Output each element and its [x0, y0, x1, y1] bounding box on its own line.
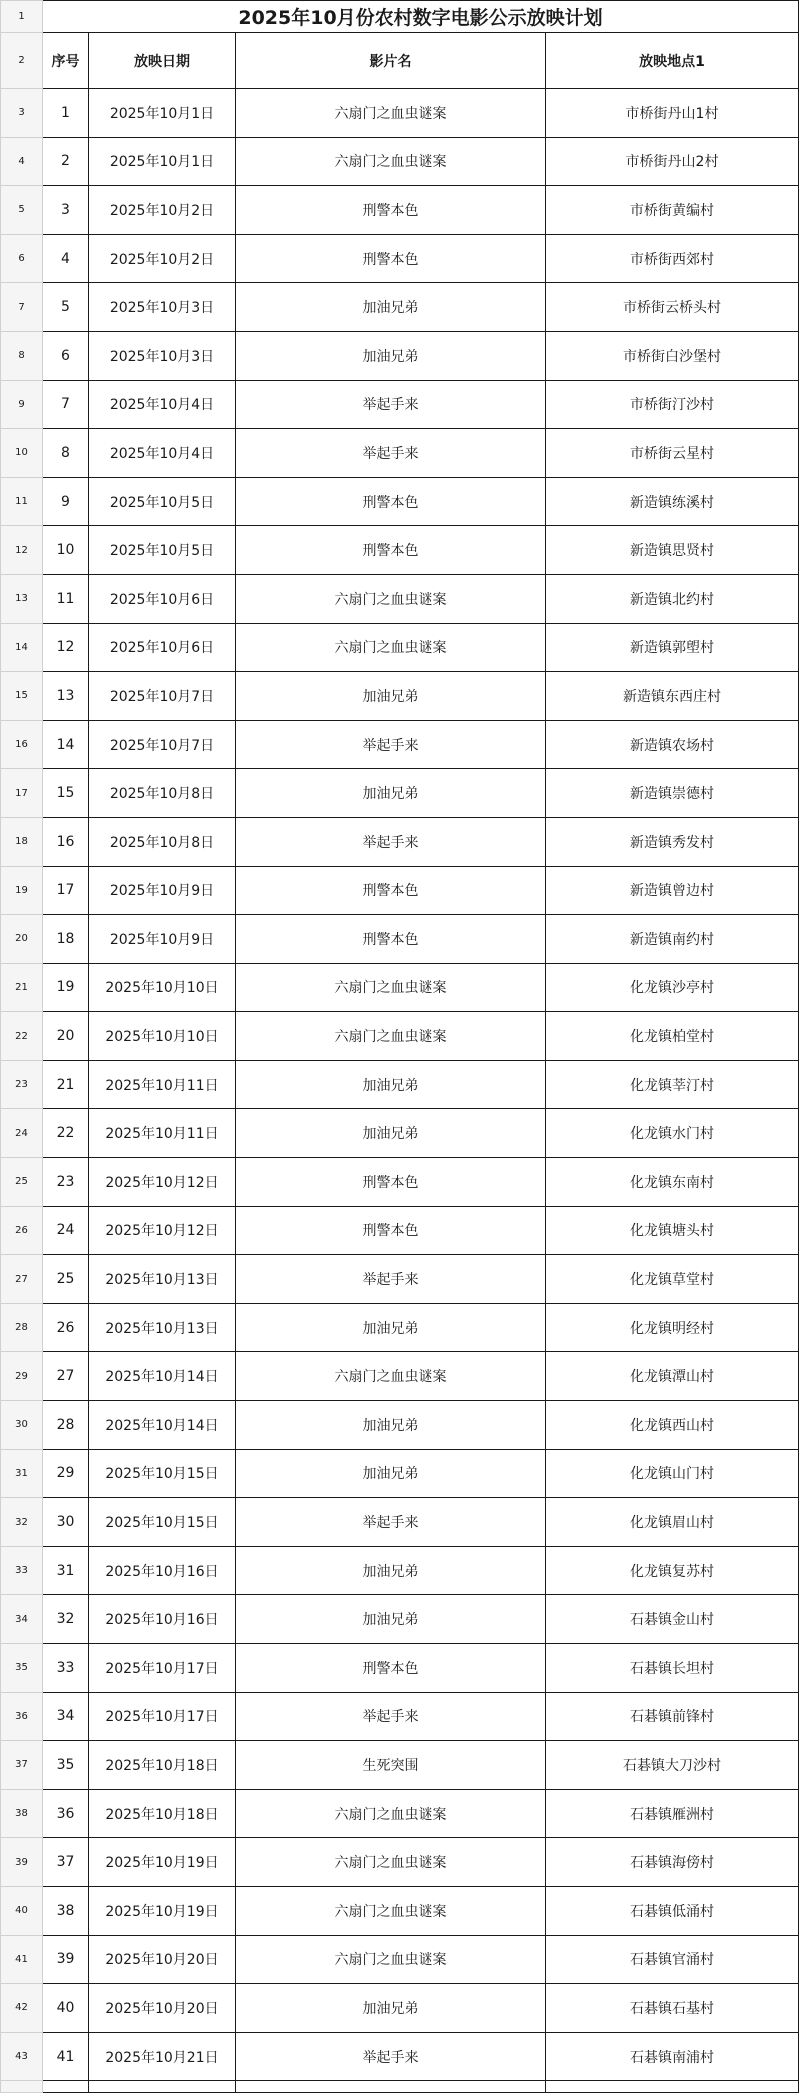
cell-date[interactable]: 2025年10月7日 — [89, 720, 236, 769]
cell-place[interactable]: 化龙镇柏堂村 — [546, 1012, 799, 1061]
row-number[interactable]: 7 — [1, 283, 43, 332]
cell-film[interactable]: 刑警本色 — [236, 1644, 546, 1693]
row-number[interactable]: 22 — [1, 1012, 43, 1061]
cell-date[interactable]: 2025年10月20日 — [89, 1935, 236, 1984]
empty-cell[interactable] — [546, 2081, 799, 2093]
cell-film[interactable]: 六扇门之血虫谜案 — [236, 1838, 546, 1887]
cell-date[interactable]: 2025年10月9日 — [89, 866, 236, 915]
cell-date[interactable]: 2025年10月17日 — [89, 1692, 236, 1741]
table-row — [1, 1449, 800, 1498]
cell-film[interactable]: 刑警本色 — [236, 234, 546, 283]
cell-no[interactable]: 22 — [43, 1109, 89, 1158]
table-row — [1, 1255, 800, 1304]
cell-place[interactable]: 石碁镇大刀沙村 — [546, 1741, 799, 1790]
cell-film[interactable]: 刑警本色 — [236, 1158, 546, 1207]
cell-place[interactable]: 新造镇思贤村 — [546, 526, 799, 575]
cell-date[interactable]: 2025年10月18日 — [89, 1741, 236, 1790]
table-row — [1, 331, 800, 380]
row-number[interactable]: 14 — [1, 623, 43, 672]
cell-place[interactable]: 石碁镇低涌村 — [546, 1886, 799, 1935]
cell-film[interactable]: 刑警本色 — [236, 477, 546, 526]
cell-date[interactable]: 2025年10月6日 — [89, 623, 236, 672]
cell-no[interactable]: 34 — [43, 1692, 89, 1741]
cell-date[interactable]: 2025年10月18日 — [89, 1789, 236, 1838]
cell-film[interactable]: 举起手来 — [236, 1255, 546, 1304]
row-number[interactable]: 2 — [1, 33, 43, 89]
cell-place[interactable]: 市桥街丹山1村 — [546, 89, 799, 138]
table-row — [1, 1303, 800, 1352]
table-row — [1, 1498, 800, 1547]
table-row — [1, 623, 800, 672]
table-row — [1, 672, 800, 721]
cell-no[interactable]: 17 — [43, 866, 89, 915]
cell-date[interactable]: 2025年10月15日 — [89, 1498, 236, 1547]
cell-film[interactable]: 生死突围 — [236, 1741, 546, 1790]
cell-date[interactable]: 2025年10月20日 — [89, 1984, 236, 2033]
row-number[interactable]: 42 — [1, 1984, 43, 2033]
cell-place[interactable]: 石碁镇金山村 — [546, 1595, 799, 1644]
cell-film[interactable]: 举起手来 — [236, 2032, 546, 2081]
cell-date[interactable]: 2025年10月13日 — [89, 1255, 236, 1304]
row-number[interactable]: 16 — [1, 720, 43, 769]
cell-date[interactable]: 2025年10月14日 — [89, 1401, 236, 1450]
cell-date[interactable]: 2025年10月2日 — [89, 234, 236, 283]
cell-film[interactable]: 刑警本色 — [236, 526, 546, 575]
table-row — [1, 429, 800, 478]
row-number[interactable]: 31 — [1, 1449, 43, 1498]
cell-place[interactable]: 市桥街西郊村 — [546, 234, 799, 283]
cell-place[interactable]: 石碁镇石基村 — [546, 1984, 799, 2033]
row-number[interactable]: 20 — [1, 915, 43, 964]
cell-no[interactable]: 7 — [43, 380, 89, 429]
empty-cell[interactable] — [43, 2081, 89, 2093]
cell-date[interactable]: 2025年10月17日 — [89, 1644, 236, 1693]
row-number[interactable]: 30 — [1, 1401, 43, 1450]
sheet-body — [1, 1, 800, 2093]
table-row — [1, 1789, 800, 1838]
cell-date[interactable]: 2025年10月21日 — [89, 2032, 236, 2081]
cell-place[interactable]: 新造镇南约村 — [546, 915, 799, 964]
cell-place[interactable]: 新造镇曾边村 — [546, 866, 799, 915]
cell-date[interactable]: 2025年10月1日 — [89, 137, 236, 186]
cell-date[interactable]: 2025年10月4日 — [89, 429, 236, 478]
cell-place[interactable]: 新造镇崇德村 — [546, 769, 799, 818]
row-number[interactable]: 1 — [1, 1, 43, 33]
cell-place[interactable]: 化龙镇眉山村 — [546, 1498, 799, 1547]
cell-film[interactable]: 加油兄弟 — [236, 672, 546, 721]
table-row — [1, 963, 800, 1012]
partial-row — [1, 2081, 800, 2093]
cell-no[interactable]: 27 — [43, 1352, 89, 1401]
cell-no[interactable]: 26 — [43, 1303, 89, 1352]
row-number[interactable]: 17 — [1, 769, 43, 818]
cell-film[interactable]: 刑警本色 — [236, 186, 546, 235]
cell-film[interactable]: 加油兄弟 — [236, 283, 546, 332]
cell-date[interactable]: 2025年10月11日 — [89, 1109, 236, 1158]
cell-date[interactable]: 2025年10月19日 — [89, 1838, 236, 1887]
cell-film[interactable]: 六扇门之血虫谜案 — [236, 623, 546, 672]
title-row — [1, 1, 800, 33]
cell-date[interactable]: 2025年10月14日 — [89, 1352, 236, 1401]
cell-film[interactable]: 举起手来 — [236, 429, 546, 478]
table-row — [1, 1012, 800, 1061]
row-number[interactable]: 8 — [1, 331, 43, 380]
cell-date[interactable]: 2025年10月16日 — [89, 1595, 236, 1644]
cell-date[interactable]: 2025年10月10日 — [89, 963, 236, 1012]
cell-film[interactable]: 六扇门之血虫谜案 — [236, 1789, 546, 1838]
cell-no[interactable]: 36 — [43, 1789, 89, 1838]
cell-date[interactable]: 2025年10月8日 — [89, 769, 236, 818]
cell-film[interactable]: 加油兄弟 — [236, 331, 546, 380]
cell-date[interactable]: 2025年10月19日 — [89, 1886, 236, 1935]
table-row — [1, 1060, 800, 1109]
cell-place[interactable]: 石碁镇雁洲村 — [546, 1789, 799, 1838]
cell-film[interactable]: 六扇门之血虫谜案 — [236, 1012, 546, 1061]
row-number[interactable]: 9 — [1, 380, 43, 429]
table-row — [1, 1158, 800, 1207]
row-number[interactable]: 24 — [1, 1109, 43, 1158]
cell-date[interactable]: 2025年10月15日 — [89, 1449, 236, 1498]
row-number[interactable]: 12 — [1, 526, 43, 575]
cell-date[interactable]: 2025年10月6日 — [89, 574, 236, 623]
cell-no[interactable]: 10 — [43, 526, 89, 575]
cell-film[interactable]: 举起手来 — [236, 817, 546, 866]
table-row — [1, 817, 800, 866]
cell-place[interactable]: 化龙镇莘汀村 — [546, 1060, 799, 1109]
row-number[interactable]: 3 — [1, 89, 43, 138]
cell-film[interactable]: 刑警本色 — [236, 1206, 546, 1255]
cell-no[interactable]: 8 — [43, 429, 89, 478]
cell-film[interactable]: 刑警本色 — [236, 866, 546, 915]
table-row — [1, 380, 800, 429]
cell-film[interactable]: 加油兄弟 — [236, 1303, 546, 1352]
row-number[interactable]: 6 — [1, 234, 43, 283]
cell-date[interactable]: 2025年10月4日 — [89, 380, 236, 429]
cell-no[interactable]: 1 — [43, 89, 89, 138]
row-number[interactable]: 27 — [1, 1255, 43, 1304]
table-row — [1, 2032, 800, 2081]
table-row — [1, 1692, 800, 1741]
row-number[interactable]: 4 — [1, 137, 43, 186]
row-number[interactable]: 10 — [1, 429, 43, 478]
cell-date[interactable]: 2025年10月10日 — [89, 1012, 236, 1061]
cell-no[interactable]: 25 — [43, 1255, 89, 1304]
cell-date[interactable]: 2025年10月9日 — [89, 915, 236, 964]
cell-date[interactable]: 2025年10月5日 — [89, 477, 236, 526]
cell-no[interactable]: 24 — [43, 1206, 89, 1255]
row-number[interactable]: 32 — [1, 1498, 43, 1547]
cell-film[interactable]: 举起手来 — [236, 380, 546, 429]
table-row — [1, 1546, 800, 1595]
table-row — [1, 1935, 800, 1984]
cell-place[interactable]: 石碁镇长坦村 — [546, 1644, 799, 1693]
cell-no[interactable]: 40 — [43, 1984, 89, 2033]
row-number[interactable]: 43 — [1, 2032, 43, 2081]
cell-place[interactable]: 新造镇秀发村 — [546, 817, 799, 866]
header-date[interactable]: 放映日期 — [89, 33, 236, 89]
cell-film[interactable]: 加油兄弟 — [236, 1595, 546, 1644]
row-number[interactable]: 28 — [1, 1303, 43, 1352]
cell-film[interactable]: 六扇门之血虫谜案 — [236, 1352, 546, 1401]
cell-film[interactable]: 加油兄弟 — [236, 1060, 546, 1109]
empty-cell[interactable] — [236, 2081, 546, 2093]
cell-place[interactable]: 化龙镇山门村 — [546, 1449, 799, 1498]
table-row — [1, 234, 800, 283]
cell-no[interactable]: 9 — [43, 477, 89, 526]
row-number[interactable]: 36 — [1, 1692, 43, 1741]
row-number[interactable]: 35 — [1, 1644, 43, 1693]
table-row — [1, 1644, 800, 1693]
cell-date[interactable]: 2025年10月5日 — [89, 526, 236, 575]
cell-place[interactable]: 石碁镇海傍村 — [546, 1838, 799, 1887]
cell-date[interactable]: 2025年10月8日 — [89, 817, 236, 866]
cell-no[interactable]: 16 — [43, 817, 89, 866]
cell-film[interactable]: 加油兄弟 — [236, 1401, 546, 1450]
row-number[interactable]: 40 — [1, 1886, 43, 1935]
cell-place[interactable]: 新造镇郭塱村 — [546, 623, 799, 672]
table-row — [1, 89, 800, 138]
row-number[interactable]: 18 — [1, 817, 43, 866]
cell-no[interactable]: 29 — [43, 1449, 89, 1498]
cell-no[interactable]: 23 — [43, 1158, 89, 1207]
cell-no[interactable]: 4 — [43, 234, 89, 283]
cell-date[interactable]: 2025年10月11日 — [89, 1060, 236, 1109]
cell-no[interactable]: 20 — [43, 1012, 89, 1061]
header-row — [1, 33, 800, 89]
cell-place[interactable]: 市桥街云桥头村 — [546, 283, 799, 332]
cell-date[interactable]: 2025年10月2日 — [89, 186, 236, 235]
header-no[interactable]: 序号 — [43, 33, 89, 89]
cell-no[interactable]: 38 — [43, 1886, 89, 1935]
row-number[interactable]: 33 — [1, 1546, 43, 1595]
cell-no[interactable]: 21 — [43, 1060, 89, 1109]
cell-place[interactable]: 化龙镇塘头村 — [546, 1206, 799, 1255]
cell-no[interactable]: 18 — [43, 915, 89, 964]
cell-film[interactable]: 六扇门之血虫谜案 — [236, 963, 546, 1012]
cell-film[interactable]: 举起手来 — [236, 1692, 546, 1741]
cell-no[interactable]: 2 — [43, 137, 89, 186]
cell-place[interactable]: 石碁镇前锋村 — [546, 1692, 799, 1741]
row-number[interactable]: 34 — [1, 1595, 43, 1644]
cell-no[interactable]: 37 — [43, 1838, 89, 1887]
cell-date[interactable]: 2025年10月13日 — [89, 1303, 236, 1352]
cell-place[interactable]: 市桥街丹山2村 — [546, 137, 799, 186]
cell-film[interactable]: 举起手来 — [236, 720, 546, 769]
cell-place[interactable]: 化龙镇潭山村 — [546, 1352, 799, 1401]
cell-no[interactable]: 12 — [43, 623, 89, 672]
empty-cell[interactable] — [89, 2081, 236, 2093]
cell-date[interactable]: 2025年10月16日 — [89, 1546, 236, 1595]
row-number[interactable]: 5 — [1, 186, 43, 235]
cell-no[interactable]: 13 — [43, 672, 89, 721]
table-row — [1, 137, 800, 186]
table-row — [1, 283, 800, 332]
table-row — [1, 1595, 800, 1644]
row-number[interactable]: 19 — [1, 866, 43, 915]
cell-film[interactable]: 六扇门之血虫谜案 — [236, 137, 546, 186]
cell-date[interactable]: 2025年10月3日 — [89, 283, 236, 332]
cell-no[interactable]: 30 — [43, 1498, 89, 1547]
cell-date[interactable]: 2025年10月7日 — [89, 672, 236, 721]
table-row — [1, 1886, 800, 1935]
cell-film[interactable]: 刑警本色 — [236, 915, 546, 964]
cell-place[interactable]: 新造镇东西庄村 — [546, 672, 799, 721]
table-row — [1, 186, 800, 235]
cell-no[interactable]: 33 — [43, 1644, 89, 1693]
table-row — [1, 1838, 800, 1887]
cell-place[interactable]: 石碁镇南浦村 — [546, 2032, 799, 2081]
header-place[interactable]: 放映地点1 — [546, 33, 799, 89]
cell-no[interactable]: 28 — [43, 1401, 89, 1450]
cell-no[interactable]: 41 — [43, 2032, 89, 2081]
row-number[interactable] — [1, 2081, 43, 2093]
cell-film[interactable]: 六扇门之血虫谜案 — [236, 574, 546, 623]
row-number[interactable]: 11 — [1, 477, 43, 526]
table-row — [1, 1206, 800, 1255]
cell-film[interactable]: 加油兄弟 — [236, 769, 546, 818]
table-row — [1, 1984, 800, 2033]
cell-place[interactable]: 市桥街汀沙村 — [546, 380, 799, 429]
cell-no[interactable]: 11 — [43, 574, 89, 623]
cell-no[interactable]: 14 — [43, 720, 89, 769]
cell-place[interactable]: 化龙镇水门村 — [546, 1109, 799, 1158]
cell-place[interactable]: 新造镇练溪村 — [546, 477, 799, 526]
header-film[interactable]: 影片名 — [236, 33, 546, 89]
cell-place[interactable]: 化龙镇沙亭村 — [546, 963, 799, 1012]
table-row — [1, 866, 800, 915]
cell-place[interactable]: 化龙镇西山村 — [546, 1401, 799, 1450]
table-row — [1, 477, 800, 526]
table-row — [1, 526, 800, 575]
cell-date[interactable]: 2025年10月12日 — [89, 1206, 236, 1255]
cell-film[interactable]: 加油兄弟 — [236, 1109, 546, 1158]
cell-place[interactable]: 新造镇农场村 — [546, 720, 799, 769]
table-row — [1, 720, 800, 769]
cell-film[interactable]: 六扇门之血虫谜案 — [236, 1886, 546, 1935]
row-number[interactable]: 26 — [1, 1206, 43, 1255]
cell-film[interactable]: 举起手来 — [236, 1498, 546, 1547]
cell-film[interactable]: 加油兄弟 — [236, 1984, 546, 2033]
cell-place[interactable]: 化龙镇复苏村 — [546, 1546, 799, 1595]
cell-date[interactable]: 2025年10月1日 — [89, 89, 236, 138]
cell-no[interactable]: 31 — [43, 1546, 89, 1595]
row-number[interactable]: 38 — [1, 1789, 43, 1838]
cell-no[interactable]: 6 — [43, 331, 89, 380]
cell-place[interactable]: 市桥街白沙堡村 — [546, 331, 799, 380]
cell-place[interactable]: 化龙镇东南村 — [546, 1158, 799, 1207]
table-row — [1, 1109, 800, 1158]
cell-place[interactable]: 新造镇北约村 — [546, 574, 799, 623]
table-row — [1, 915, 800, 964]
cell-film[interactable]: 加油兄弟 — [236, 1449, 546, 1498]
row-number[interactable]: 15 — [1, 672, 43, 721]
cell-place[interactable]: 市桥街云星村 — [546, 429, 799, 478]
table-row — [1, 769, 800, 818]
row-number[interactable]: 29 — [1, 1352, 43, 1401]
cell-no[interactable]: 35 — [43, 1741, 89, 1790]
cell-no[interactable]: 15 — [43, 769, 89, 818]
table-row — [1, 574, 800, 623]
row-number[interactable]: 37 — [1, 1741, 43, 1790]
cell-film[interactable]: 六扇门之血虫谜案 — [236, 1935, 546, 1984]
cell-no[interactable]: 3 — [43, 186, 89, 235]
table-row — [1, 1741, 800, 1790]
row-number[interactable]: 41 — [1, 1935, 43, 1984]
table-row — [1, 1352, 800, 1401]
cell-place[interactable]: 市桥街黄编村 — [546, 186, 799, 235]
cell-date[interactable]: 2025年10月12日 — [89, 1158, 236, 1207]
row-number[interactable]: 39 — [1, 1838, 43, 1887]
row-number[interactable]: 21 — [1, 963, 43, 1012]
cell-place[interactable]: 化龙镇明经村 — [546, 1303, 799, 1352]
sheet-title[interactable]: 2025年10月份农村数字电影公示放映计划 — [43, 1, 799, 33]
cell-place[interactable]: 石碁镇官涌村 — [546, 1935, 799, 1984]
cell-film[interactable]: 六扇门之血虫谜案 — [236, 89, 546, 138]
cell-no[interactable]: 32 — [43, 1595, 89, 1644]
cell-no[interactable]: 19 — [43, 963, 89, 1012]
row-number[interactable]: 25 — [1, 1158, 43, 1207]
row-number[interactable]: 13 — [1, 574, 43, 623]
cell-no[interactable]: 39 — [43, 1935, 89, 1984]
cell-place[interactable]: 化龙镇草堂村 — [546, 1255, 799, 1304]
row-number[interactable]: 23 — [1, 1060, 43, 1109]
cell-date[interactable]: 2025年10月3日 — [89, 331, 236, 380]
table-row — [1, 1401, 800, 1450]
cell-film[interactable]: 加油兄弟 — [236, 1546, 546, 1595]
cell-no[interactable]: 5 — [43, 283, 89, 332]
